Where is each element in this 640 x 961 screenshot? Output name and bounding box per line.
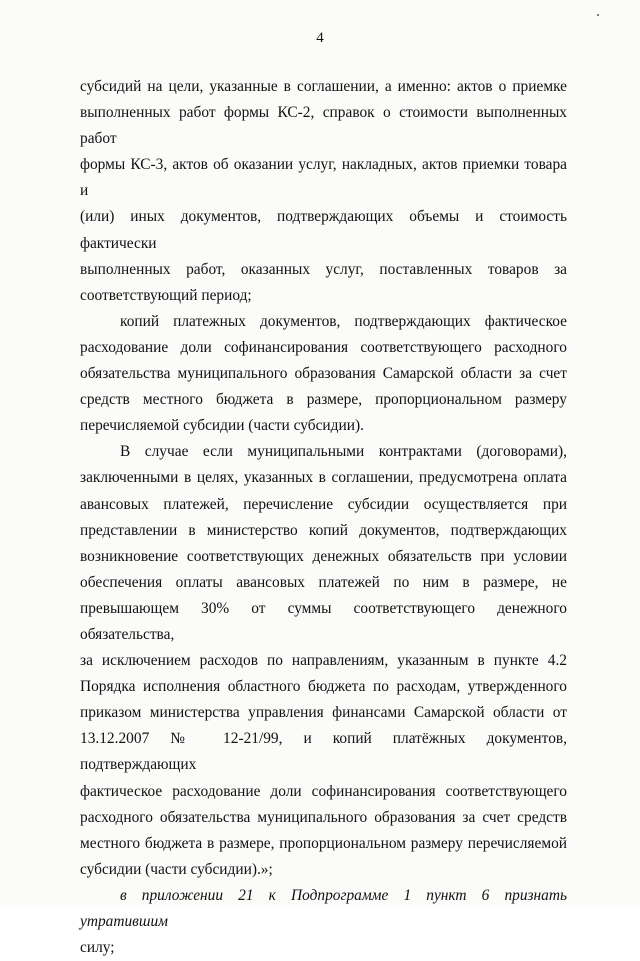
text-line: расходование доли софинансирования соответствующего расходного [80, 338, 567, 356]
text-line: средств местного бюджета в размере, пропорциональном размеру [80, 391, 567, 409]
text-line: перечисляемой субсидии (части субсидии). [80, 417, 364, 435]
text-line: в приложении 21 к Подпрограмме 1 пункт 6 признать утратившим [80, 886, 567, 930]
text-line: Порядка исполнения областного бюджета по расходам, утвержденного [80, 678, 567, 696]
text-line: превышающем 30% от суммы соответствующего денежного обязательства, [80, 599, 567, 643]
text-line: соответствующий период; [80, 286, 252, 304]
text-line: авансовых платежей, перечисление субсидии осуществляется при [80, 495, 567, 513]
text-line: обязательства муниципального образования Самарской области за счет [80, 365, 567, 383]
text-line: В случае если муниципальными контрактами (договорами), [120, 443, 567, 461]
paragraph-appendix-21 [80, 883, 567, 961]
page-number: 4 [316, 30, 324, 46]
text-line: выполненных работ формы КС-2, справок о стоимости выполненных работ [80, 104, 567, 148]
paragraph-payment-copies [80, 309, 567, 439]
text-line: расходного обязательства муниципального образования за счет средств [80, 808, 567, 826]
scan-speck [597, 14, 599, 16]
document-body [80, 74, 567, 961]
text-line: обеспечения оплаты авансовых платежей по ним в размере, не [80, 573, 567, 591]
text-line: (или) иных документов, подтверждающих объемы и стоимость фактически [80, 208, 567, 252]
text-line: формы КС-3, актов об оказании услуг, накладных, актов приемки товара и [80, 156, 567, 200]
paragraph-subsidy-acts [80, 74, 567, 309]
text-line: местного бюджета в размере, пропорциональном размеру перечисляемой [80, 834, 567, 852]
text-line: силу; [80, 939, 115, 957]
paragraph-advance-payments [80, 439, 567, 883]
text-line: возникновение соответствующих денежных обязательств при условии [80, 547, 567, 565]
text-line: заключенными в целях, указанных в соглашении, предусмотрена оплата [80, 469, 567, 487]
text-line: приказом министерства управления финансами Самарской области от [80, 704, 567, 722]
text-line: за исключением расходов по направлениям, указанным в пункте 4.2 [80, 652, 567, 670]
text-line: копий платежных документов, подтверждающих фактическое [120, 312, 567, 330]
text-line: субсидии (части субсидии).»; [80, 860, 273, 878]
text-line: выполненных работ, оказанных услуг, поставленных товаров за [80, 260, 567, 278]
text-line: субсидий на цели, указанные в соглашении, а именно: актов о приемке [80, 78, 567, 95]
text-line: представлении в министерство копий документов, подтверждающих [80, 521, 567, 539]
text-line: 13.12.2007 № 12-21/99, и копий платёжных документов, подтверждающих [80, 730, 567, 774]
text-line: фактическое расходование доли софинансирования соответствующего [80, 782, 567, 800]
